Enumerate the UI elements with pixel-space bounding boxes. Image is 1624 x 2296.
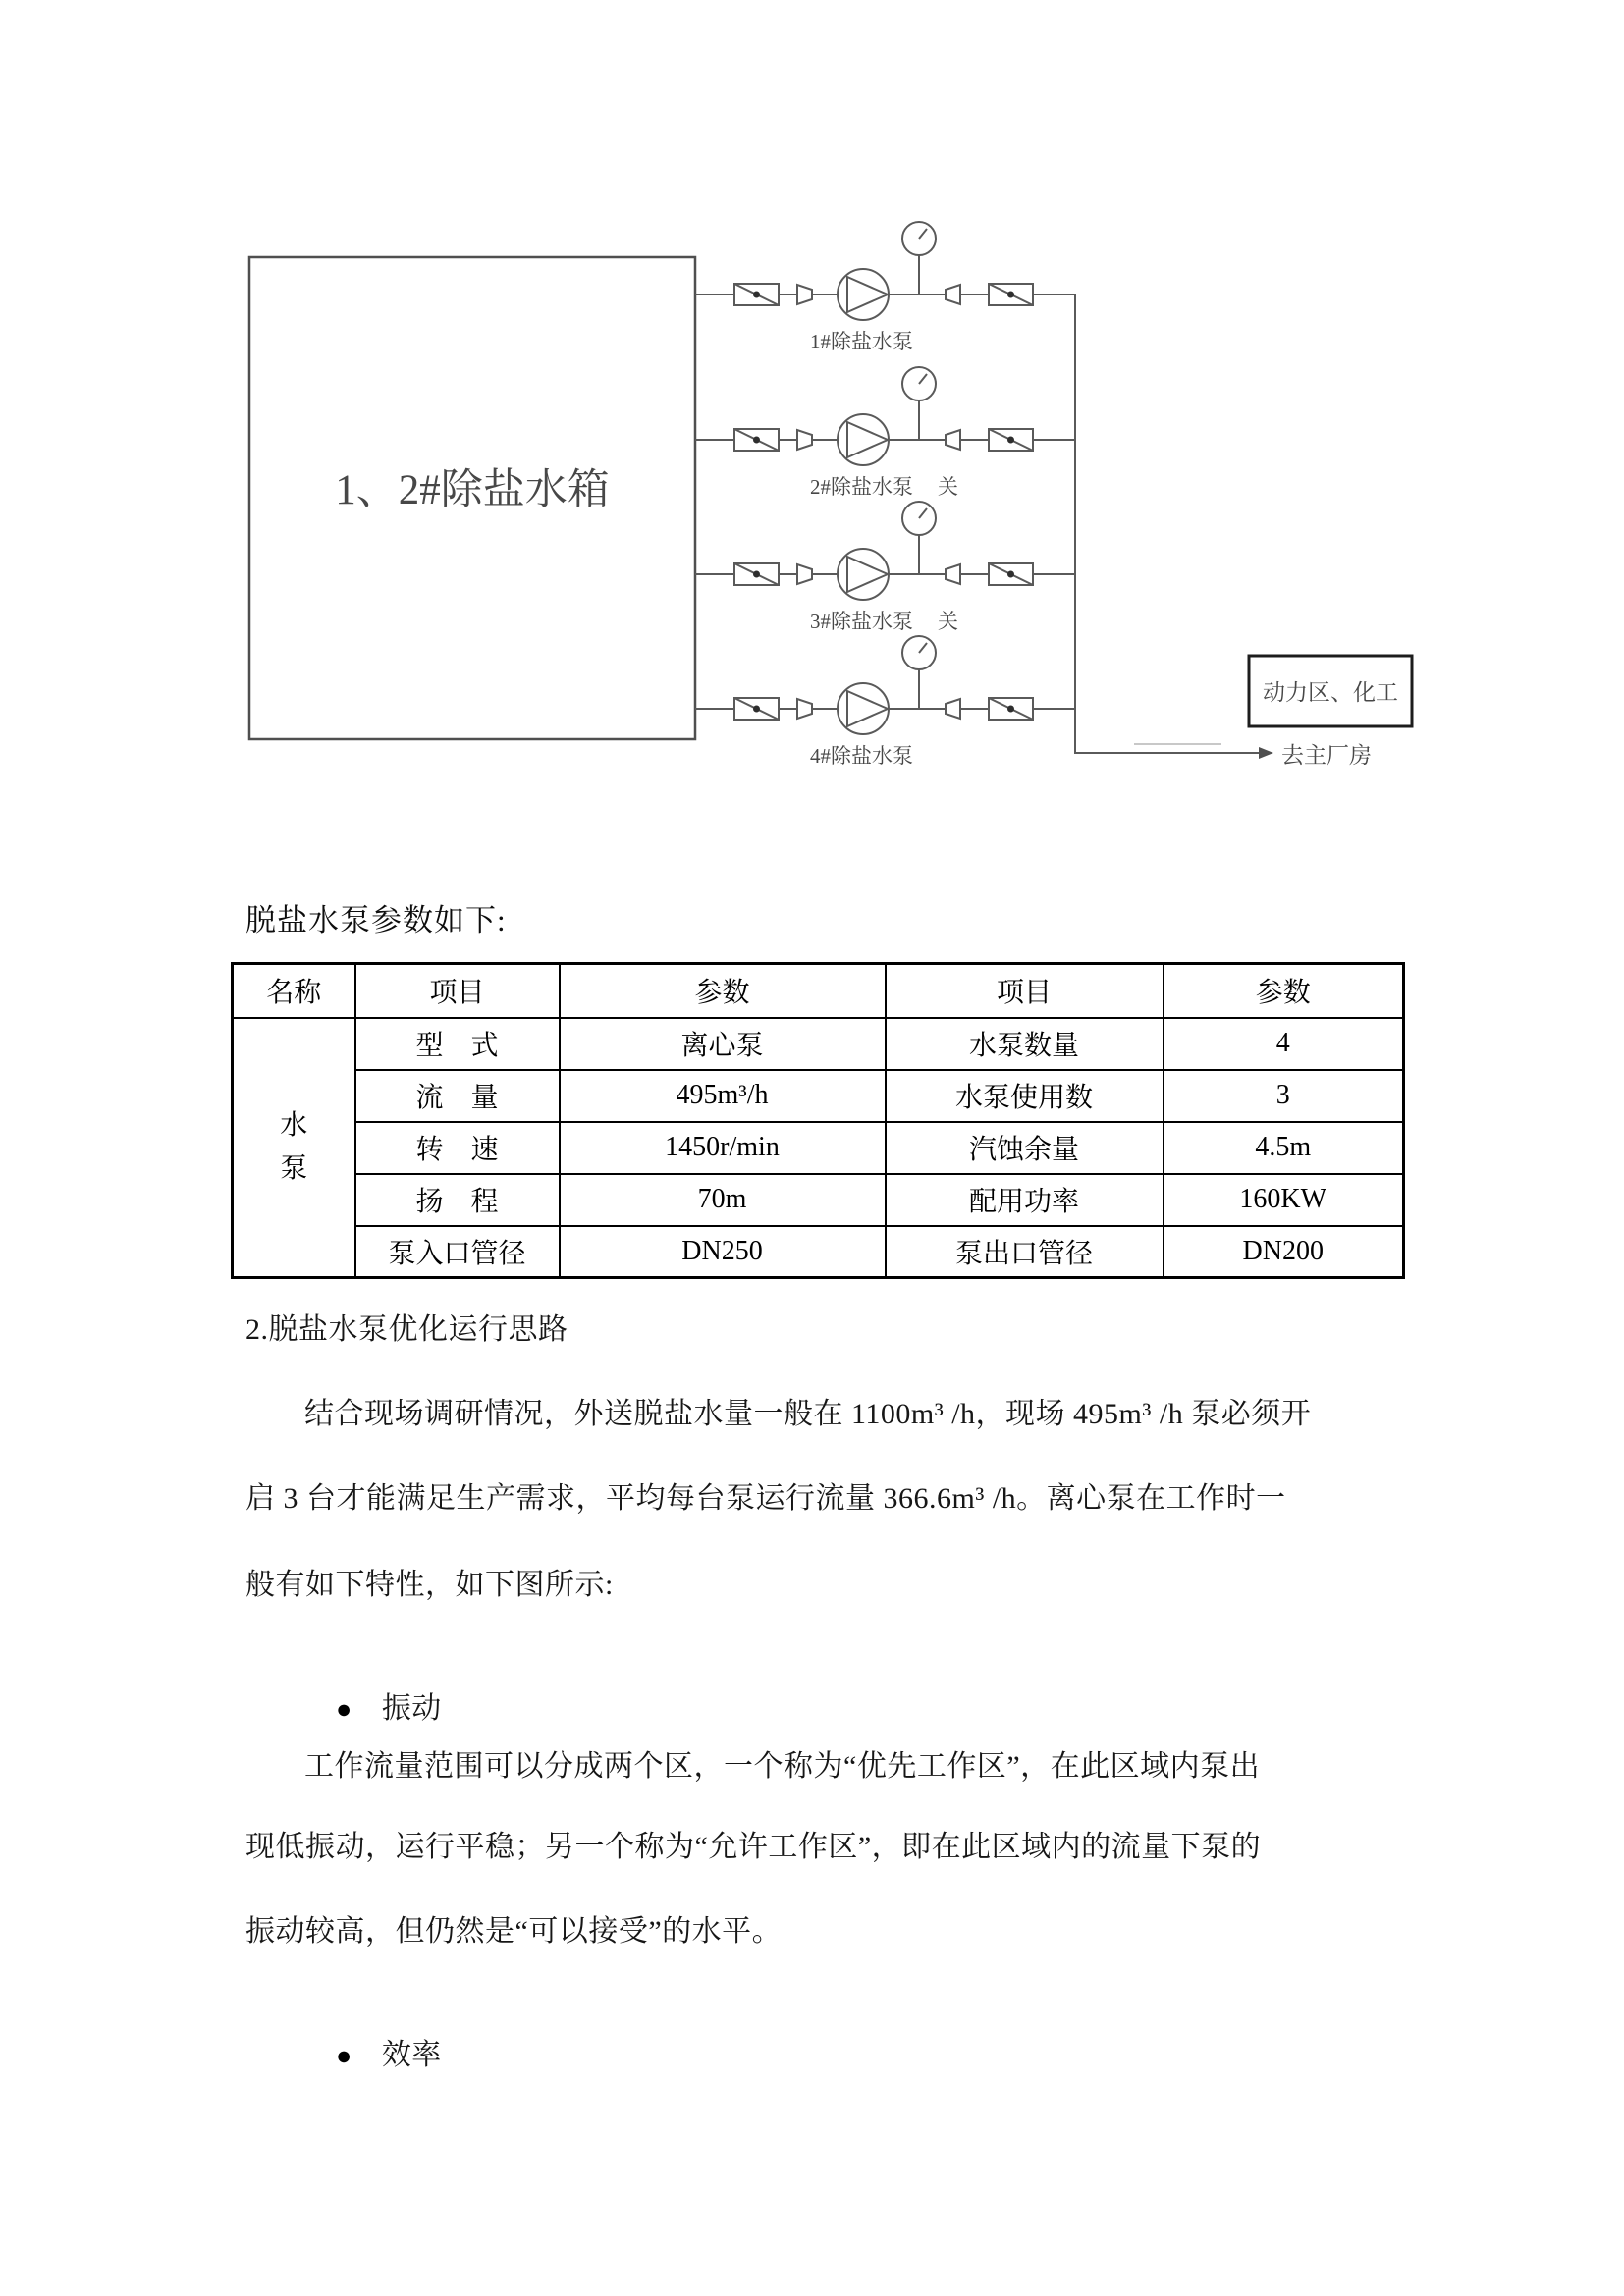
cell-param-r: 3 — [1164, 1070, 1404, 1122]
cell-item-r: 配用功率 — [886, 1174, 1164, 1226]
group-label: 水泵 — [280, 1110, 308, 1184]
pump-label: 1#除盐水泵 — [810, 330, 913, 353]
piping-diagram — [0, 0, 1624, 864]
reducer-icon — [797, 430, 812, 450]
pump-label: 3#除盐水泵 — [810, 610, 913, 633]
bullet-icon: ● — [336, 1694, 352, 1724]
paragraph-line: 般有如下特性，如下图所示: — [245, 1569, 614, 1601]
flow-arrow-icon — [1259, 747, 1273, 759]
table-row — [233, 1174, 1404, 1226]
col-header-name: 名称 — [233, 964, 355, 1018]
reducer-icon — [946, 699, 960, 719]
bullet-label: 效率 — [381, 2039, 442, 2071]
reducer-icon — [797, 285, 812, 304]
pump-label: 2#除盐水泵 — [810, 475, 913, 499]
cell-item-l: 泵入口管径 — [355, 1226, 560, 1278]
col-header-item-l: 项目 — [355, 964, 560, 1018]
pump-branch — [695, 636, 1075, 768]
reducer-icon — [946, 430, 960, 450]
paragraph-line: 振动较高，但仍然是“可以接受”的水平。 — [245, 1915, 783, 1948]
pump-branch — [695, 502, 1075, 633]
pump-rows — [695, 222, 1075, 768]
pump-branch — [695, 367, 1075, 499]
group-cell-pump — [233, 1018, 355, 1278]
cell-param-r: 4 — [1164, 1018, 1404, 1070]
destination-box-label: 动力区、化工 — [1263, 680, 1398, 705]
valve-dot-icon — [1007, 437, 1014, 444]
valve-dot-icon — [753, 706, 760, 713]
cell-item-l: 流 量 — [355, 1070, 560, 1122]
paragraph-line: 结合现场调研情况，外送脱盐水量一般在 1100m³ /h，现场 495m³ /h 泵必须开 — [304, 1398, 1312, 1430]
valve-dot-icon — [1007, 292, 1014, 298]
reducer-icon — [946, 564, 960, 584]
pump-icon — [838, 683, 889, 734]
valve-dot-icon — [1007, 571, 1014, 578]
table-intro-text: 脱盐水泵参数如下: — [245, 903, 507, 937]
valve-dot-icon — [753, 292, 760, 298]
valve-dot-icon — [753, 437, 760, 444]
reducer-icon — [946, 285, 960, 304]
pump-branch — [695, 222, 1075, 353]
pump-parameter-table — [231, 962, 1405, 1279]
table-row — [233, 1122, 1404, 1174]
col-header-item-r: 项目 — [886, 964, 1164, 1018]
valve-dot-icon — [1007, 706, 1014, 713]
pump-icon — [838, 549, 889, 600]
bullet-label: 振动 — [381, 1692, 442, 1725]
reducer-icon — [797, 564, 812, 584]
tank-label: 1、2#除盐水箱 — [335, 467, 610, 513]
col-header-param-r: 参数 — [1164, 964, 1404, 1018]
cell-param-r: DN200 — [1164, 1226, 1404, 1278]
cell-param-l: 70m — [560, 1174, 886, 1226]
cell-param-r: 160KW — [1164, 1174, 1404, 1226]
table-header-row — [233, 964, 1404, 1018]
pump-label: 4#除盐水泵 — [810, 744, 913, 768]
cell-item-l: 型 式 — [355, 1018, 560, 1070]
paragraph-line: 启 3 台才能满足生产需求，平均每台泵运行流量 366.6m³ /h。离心泵在工作时一 — [245, 1482, 1286, 1515]
cell-param-l: 离心泵 — [560, 1018, 886, 1070]
bullet-item — [304, 1997, 442, 2107]
cell-param-l: 495m³/h — [560, 1070, 886, 1122]
cell-item-r: 泵出口管径 — [886, 1226, 1164, 1278]
col-header-param-l: 参数 — [560, 964, 886, 1018]
paragraph-line: 现低振动，运行平稳；另一个称为“允许工作区”，即在此区域内的流量下泵的 — [245, 1831, 1262, 1863]
cell-param-l: DN250 — [560, 1226, 886, 1278]
cell-item-r: 汽蚀余量 — [886, 1122, 1164, 1174]
pump-status-label: 关 — [938, 610, 958, 633]
pump-icon — [838, 414, 889, 465]
paragraph-line: 工作流量范围可以分成两个区，一个称为“优先工作区”，在此区域内泵出 — [304, 1750, 1261, 1783]
valve-dot-icon — [753, 571, 760, 578]
pump-icon — [838, 269, 889, 320]
outflow-label: 去主厂房 — [1281, 743, 1372, 768]
cell-param-l: 1450r/min — [560, 1122, 886, 1174]
section-heading: 2.脱盐水泵优化运行思路 — [245, 1313, 568, 1346]
outlet-header-pipe — [1075, 294, 1259, 753]
table-row — [233, 1018, 1404, 1070]
pump-status-label: 关 — [938, 475, 958, 499]
reducer-icon — [797, 699, 812, 719]
cell-item-l: 转 速 — [355, 1122, 560, 1174]
cell-param-r: 4.5m — [1164, 1122, 1404, 1174]
bullet-icon: ● — [336, 2041, 352, 2070]
table-row — [233, 1226, 1404, 1278]
cell-item-l: 扬 程 — [355, 1174, 560, 1226]
table-row — [233, 1070, 1404, 1122]
cell-item-r: 水泵使用数 — [886, 1070, 1164, 1122]
cell-item-r: 水泵数量 — [886, 1018, 1164, 1070]
